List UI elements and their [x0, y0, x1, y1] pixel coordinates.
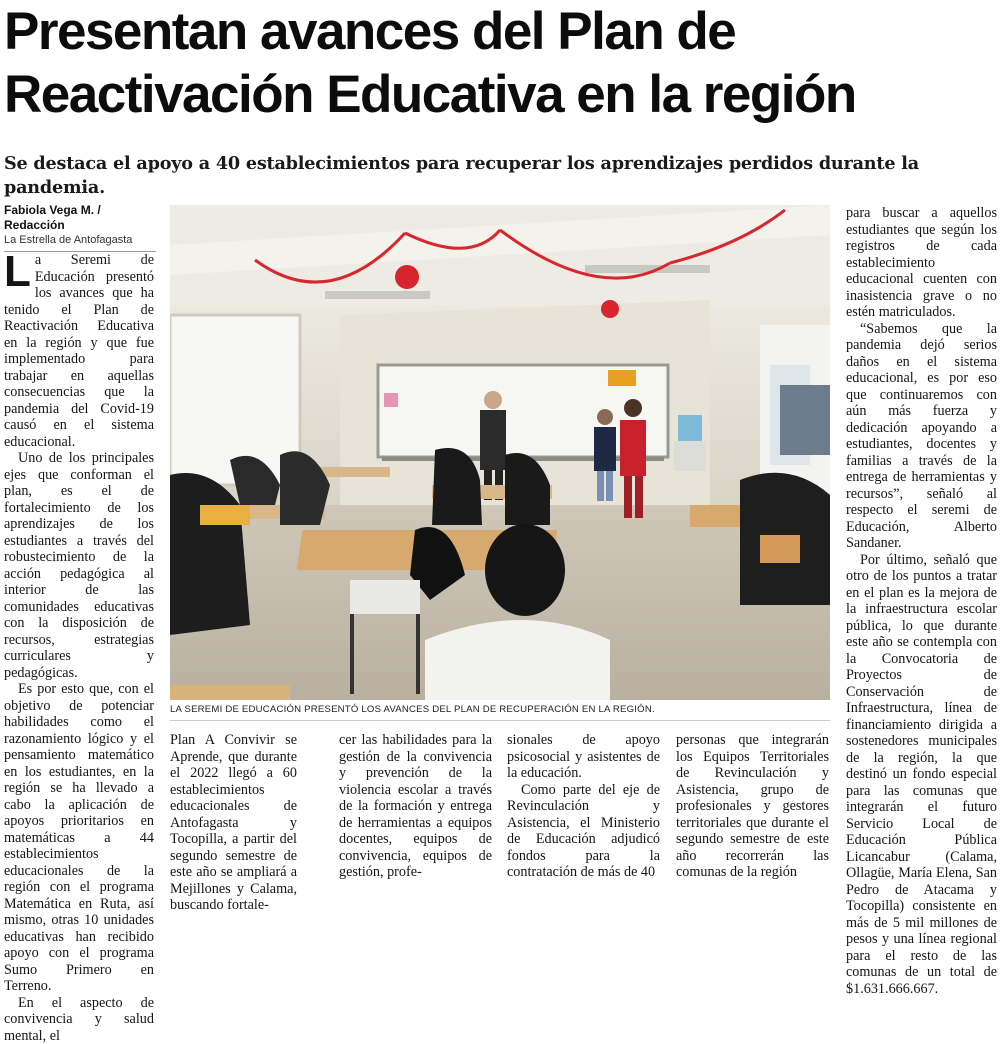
paragraph: Es por esto que, con el objetivo de potenciar habilidades como el razonamiento lógico y el pensamiento matemático en los estudiantes, en la región se ha llevado a cabo la aplicación de apoyos prioritarios en matemáticas a 44 establecimientos educacionales de la región con el programa Matemática en Ruta, así mismo, otras 10 unidades educativas han recibido apoyo con el programa Sumo Primero en Terreno.: [4, 681, 154, 995]
paragraph: para buscar a aquellos estudiantes que según los registros de cada establecimiento educacional cuenten con inasistencia grave o no estén matriculados.: [846, 205, 997, 321]
byline: [4, 203, 156, 252]
article-column-6: [846, 205, 997, 997]
photo-caption: LA SEREMI DE EDUCACIÓN PRESENTÓ LOS AVANCES DEL PLAN DE RECUPERACIÓN EN LA REGIÓN.: [170, 704, 830, 715]
paragraph: Por último, señaló que otro de los puntos a tratar en el plan es la mejora de la infraestructura escolar pública, lo que durante este año se contempla con la Convocatoria de Proyectos de Conservación de Infraestructura, línea de financiamiento dirigida a sostenedores municipales de la región, la que destinó un fondo especial para las comunas que integrarán el futuro Servicio Local de Educación Pública Licancabur (Calama, Ollagüe, María Elena, San Pedro de Atacama y Tocopilla) consistente en más de 5 mil millones de pesos y una línea regional para el resto de las comunas de un total de $1.631.666.667.: [846, 552, 997, 998]
paragraph: personas que integrarán los Equipos Territoriales de Revinculación y Asistencia, grupo de profesionales y gestores territoriales que durante el segundo semestre de este año recorrerán las comunas de la región: [676, 732, 829, 881]
paragraph: cer las habilidades para la gestión de la convivencia y prevención de la violencia escolar a través de la formación y entrega de herramientas a equipos docentes, equipos de convivencia, equipos de gestión, profe-: [339, 732, 492, 881]
byline-author: Fabiola Vega M. / Redacción: [4, 203, 156, 233]
article-column-3: [339, 732, 492, 881]
article-column-5: [676, 732, 829, 881]
paragraph: Como parte del eje de Revinculación y Asistencia, el Ministerio de Educación adjudicó fondos para la contratación de más de 40: [507, 782, 660, 881]
paragraph: Uno de los principales ejes que conforman el plan, es el de fortalecimiento de los aprendizajes de los estudiantes a través del robustecimiento de la acción pedagógica al interior de las comunidades educativas con la disposición de recursos, estrategias curriculares y pedagógicas.: [4, 450, 154, 681]
paragraph-text: a Seremi de Educación presentó los avances que ha tenido el Plan de Reactivación Educativa en la región y que fue implementado para trabajar en aquellas consecuencias que la pandemia del Covid-19 causó en el sistema educacional.: [4, 252, 154, 450]
classroom-photo-image: [170, 205, 830, 700]
article-column-4: [507, 732, 660, 881]
paragraph: sionales de apoyo psicosocial y asistentes de la educación.: [507, 732, 660, 782]
paragraph: “Sabemos que la pandemia dejó serios daños en el sistema educacional, es por eso que continuaremos con aún más fuerza y dedicación apoyando a estudiantes, docentes y familias a través de la entrega de herramientas y recursos”, señaló al respecto el seremi de Educación, Alberto Sandaner.: [846, 321, 997, 552]
caption-divider: [170, 720, 830, 721]
headline: Presentan avances del Plan de Reactivación Educativa en la región: [4, 0, 996, 126]
subheadline: Se destaca el apoyo a 40 establecimientos para recuperar los aprendizajes perdidos durante la pandemia.: [4, 152, 996, 200]
classroom-photo: [170, 205, 830, 700]
article-column-2: [170, 732, 297, 914]
paragraph: Plan A Convivir se Aprende, que durante el 2022 llegó a 60 establecimientos educacionales de Antofagasta y Tocopilla, a partir del segundo semestre de este año se ampliará a Mejillones y Calama, buscando fortale-: [170, 732, 297, 914]
drop-cap: L: [4, 254, 31, 290]
paragraph: [4, 252, 154, 450]
article-column-1: [4, 252, 154, 1044]
byline-outlet: La Estrella de Antofagasta: [4, 233, 156, 247]
paragraph: En el aspecto de convivencia y salud mental, el: [4, 995, 154, 1044]
